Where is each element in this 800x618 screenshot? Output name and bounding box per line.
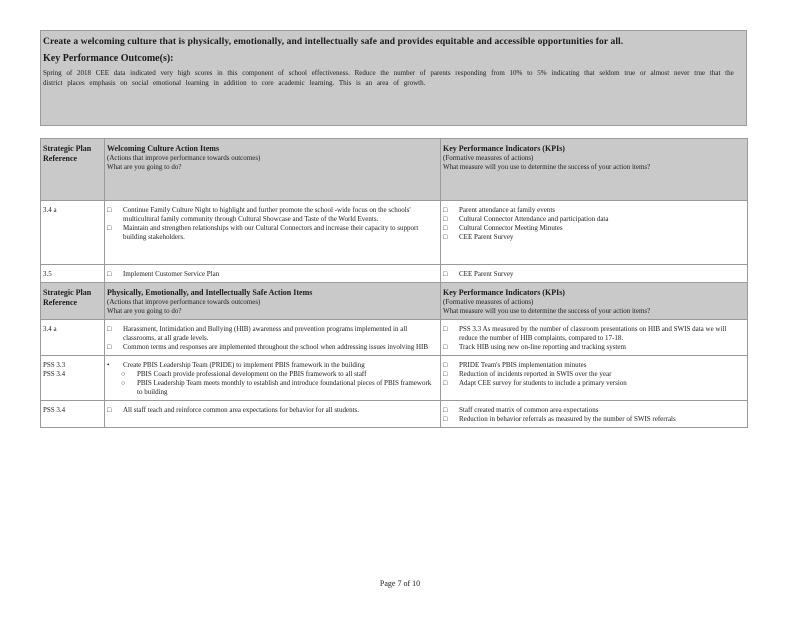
kpi-text: CEE Parent Survey (459, 270, 514, 278)
kpi-text: Staff created matrix of common area expectations (459, 405, 599, 414)
plan-row (41, 400, 748, 427)
kpi-subtitle: (Formative measures of actions) (443, 153, 534, 162)
kpi-title: Key Performance Indicators (KPIs) (443, 288, 565, 297)
action-items-title: Welcoming Culture Action Items (107, 144, 220, 153)
kpi-item (443, 415, 745, 424)
kpi-item (443, 379, 745, 388)
checkbox-bullet-icon: □ (107, 206, 112, 214)
kpi-text: PRIDE Team's PBIS implementation minutes (459, 360, 587, 369)
checkbox-bullet-icon: □ (443, 414, 448, 423)
action-list (107, 325, 438, 352)
kpi-text: Track HIB using new on-line reporting and tracking system (459, 342, 626, 351)
checkbox-bullet-icon: □ (443, 324, 448, 333)
checkbox-bullet-icon: □ (443, 233, 448, 241)
kpi-item (443, 406, 745, 415)
checkbox-bullet-icon: □ (107, 324, 112, 333)
page-number: Page 7 of 10 (379, 579, 421, 588)
actions-cell (105, 265, 441, 283)
goal-description: Spring of 2018 CEE data indicated very high scores in this component of school effectiveness. Reduce the number of parents responding from 10% to 5% indicating that seldom true or almost never true that the district places emphasis on social emotional learning in addition to core academic learning. This is an area of growth. (43, 69, 734, 87)
kpi-text: Reduction in behavior referrals as measured by the number of SWIS referrals (459, 414, 676, 423)
action-items-title: Physically, Emotionally, and Intellectually Safe Action Items (107, 288, 313, 297)
kpi-item (443, 325, 745, 343)
action-item (107, 379, 438, 397)
section-header-row (41, 283, 748, 320)
kpis-cell (441, 265, 748, 283)
action-text: Harassment, Intimidation and Bullying (HIB) awareness and prevention programs implemented in all classrooms, at all grade levels. (123, 324, 408, 342)
kpo-label: Key Performance Outcome(s): (43, 53, 174, 64)
action-item (107, 270, 438, 279)
action-text: Implement Customer Service Plan (123, 270, 220, 278)
action-item (107, 325, 438, 343)
kpi-subtitle: (Formative measures of actions) (443, 297, 534, 306)
kpi-header (441, 283, 748, 320)
action-text: Create PBIS Leadership Team (PRIDE) to implement PBIS framework in the building (123, 360, 365, 369)
action-item (107, 224, 438, 242)
checkbox-bullet-icon: □ (107, 405, 112, 414)
kpi-list (443, 270, 745, 279)
kpi-item (443, 343, 745, 352)
goal-box (40, 30, 747, 126)
action-list (107, 206, 438, 242)
reference-code: 3.4 a (43, 324, 57, 333)
kpi-item (443, 361, 745, 370)
action-items-subtitle: (Actions that improve performance towards outcomes) (107, 153, 261, 162)
action-item (107, 370, 438, 379)
strategic-plan-reference-header: Strategic Plan Reference (41, 139, 105, 201)
plan-row (41, 265, 748, 283)
checkbox-bullet-icon: □ (107, 342, 112, 351)
checkbox-bullet-icon: □ (443, 378, 448, 387)
checkbox-bullet-icon: □ (443, 342, 448, 351)
kpi-text: Cultural Connector Meeting Minutes (459, 224, 563, 232)
kpi-list (443, 206, 745, 242)
kpi-list (443, 361, 745, 388)
actions-cell (105, 201, 441, 265)
action-text: Continue Family Culture Night to highlight and further promote the school -wide focus on the schools' multicultural family community through Cultural Showcase and Taste of the World Events. (123, 206, 411, 223)
action-items-header (105, 139, 441, 201)
kpis-cell (441, 201, 748, 265)
kpi-question: What measure will you use to determine the success of your action items? (443, 162, 651, 171)
kpi-text: Parent attendance at family events (459, 206, 556, 214)
reference-code: 3.5 (43, 270, 52, 278)
kpi-text: Reduction of incidents reported in SWIS over the year (459, 369, 612, 378)
kpi-item (443, 215, 745, 224)
checkbox-bullet-icon: □ (443, 270, 448, 278)
action-text: Common terms and responses are implemented throughout the school when addressing issues involving HIB (123, 342, 429, 351)
action-item (107, 206, 438, 224)
action-item (107, 343, 438, 352)
checkbox-bullet-icon: □ (443, 360, 448, 369)
kpi-text: PSS 3.3 As measured by the number of classroom presentations on HIB and SWIS data we will reduce the number of HIB complaints, compared to 17-18. (459, 324, 727, 342)
action-list (107, 361, 438, 397)
kpi-item (443, 206, 745, 215)
kpi-title: Key Performance Indicators (KPIs) (443, 144, 565, 153)
goal-title: Create a welcoming culture that is physically, emotionally, and intellectually safe and provides equitable and accessible opportunities for all. (43, 37, 624, 47)
reference-code: PSS 3.3 (43, 360, 66, 369)
kpi-list (443, 406, 745, 424)
action-item (107, 406, 438, 415)
action-items-header (105, 283, 441, 320)
kpi-question: What measure will you use to determine the success of your action items? (443, 306, 651, 315)
circle-bullet-icon: ○ (121, 369, 126, 378)
kpi-item (443, 233, 745, 242)
actions-cell (105, 400, 441, 427)
plan-row (41, 355, 748, 400)
action-items-question: What are you going to do? (107, 162, 182, 171)
kpi-text: Cultural Connector Attendance and participation data (459, 215, 609, 223)
checkbox-bullet-icon: □ (443, 405, 448, 414)
kpi-text: CEE Parent Survey (459, 233, 514, 241)
checkbox-bullet-icon: □ (107, 270, 112, 278)
action-text: PBIS Coach provide professional development on the PBIS framework to all staff (137, 369, 367, 378)
reference-cell (41, 201, 105, 265)
dot-bullet-icon: • (107, 360, 110, 369)
actions-cell (105, 355, 441, 400)
kpi-text: Adapt CEE survey for students to include a primary version (459, 378, 627, 387)
reference-code: PSS 3.4 (43, 405, 66, 414)
action-item (107, 361, 438, 370)
kpis-cell (441, 355, 748, 400)
action-items-subtitle: (Actions that improve performance towards outcomes) (107, 297, 261, 306)
kpi-item (443, 370, 745, 379)
action-text: PBIS Leadership Team meets monthly to establish and introduce foundational pieces of PBIS framework to building (137, 378, 432, 396)
action-text: All staff teach and reinforce common area expectations for behavior for all students. (123, 405, 360, 414)
document-page (40, 30, 747, 428)
checkbox-bullet-icon: □ (443, 206, 448, 214)
circle-bullet-icon: ○ (121, 378, 126, 387)
section-header-row (41, 139, 748, 201)
action-list (107, 270, 438, 279)
reference-cell (41, 265, 105, 283)
kpis-cell (441, 400, 748, 427)
kpis-cell (441, 319, 748, 355)
action-list (107, 406, 438, 415)
reference-cell (41, 400, 105, 427)
kpi-header (441, 139, 748, 201)
action-plan-table (40, 138, 748, 428)
kpi-item (443, 224, 745, 233)
strategic-plan-reference-header: Strategic Plan Reference (41, 283, 105, 320)
checkbox-bullet-icon: □ (107, 224, 112, 232)
checkbox-bullet-icon: □ (443, 224, 448, 232)
reference-code: 3.4 a (43, 206, 57, 214)
reference-code: PSS 3.4 (43, 369, 66, 378)
reference-cell (41, 319, 105, 355)
action-items-question: What are you going to do? (107, 306, 182, 315)
actions-cell (105, 319, 441, 355)
checkbox-bullet-icon: □ (443, 369, 448, 378)
plan-row (41, 319, 748, 355)
plan-row (41, 201, 748, 265)
reference-cell (41, 355, 105, 400)
action-text: Maintain and strengthen relationships with our Cultural Connectors and increase their capacity to support building stakeholders. (123, 224, 419, 241)
kpi-list (443, 325, 745, 352)
checkbox-bullet-icon: □ (443, 215, 448, 223)
kpi-item (443, 270, 745, 279)
